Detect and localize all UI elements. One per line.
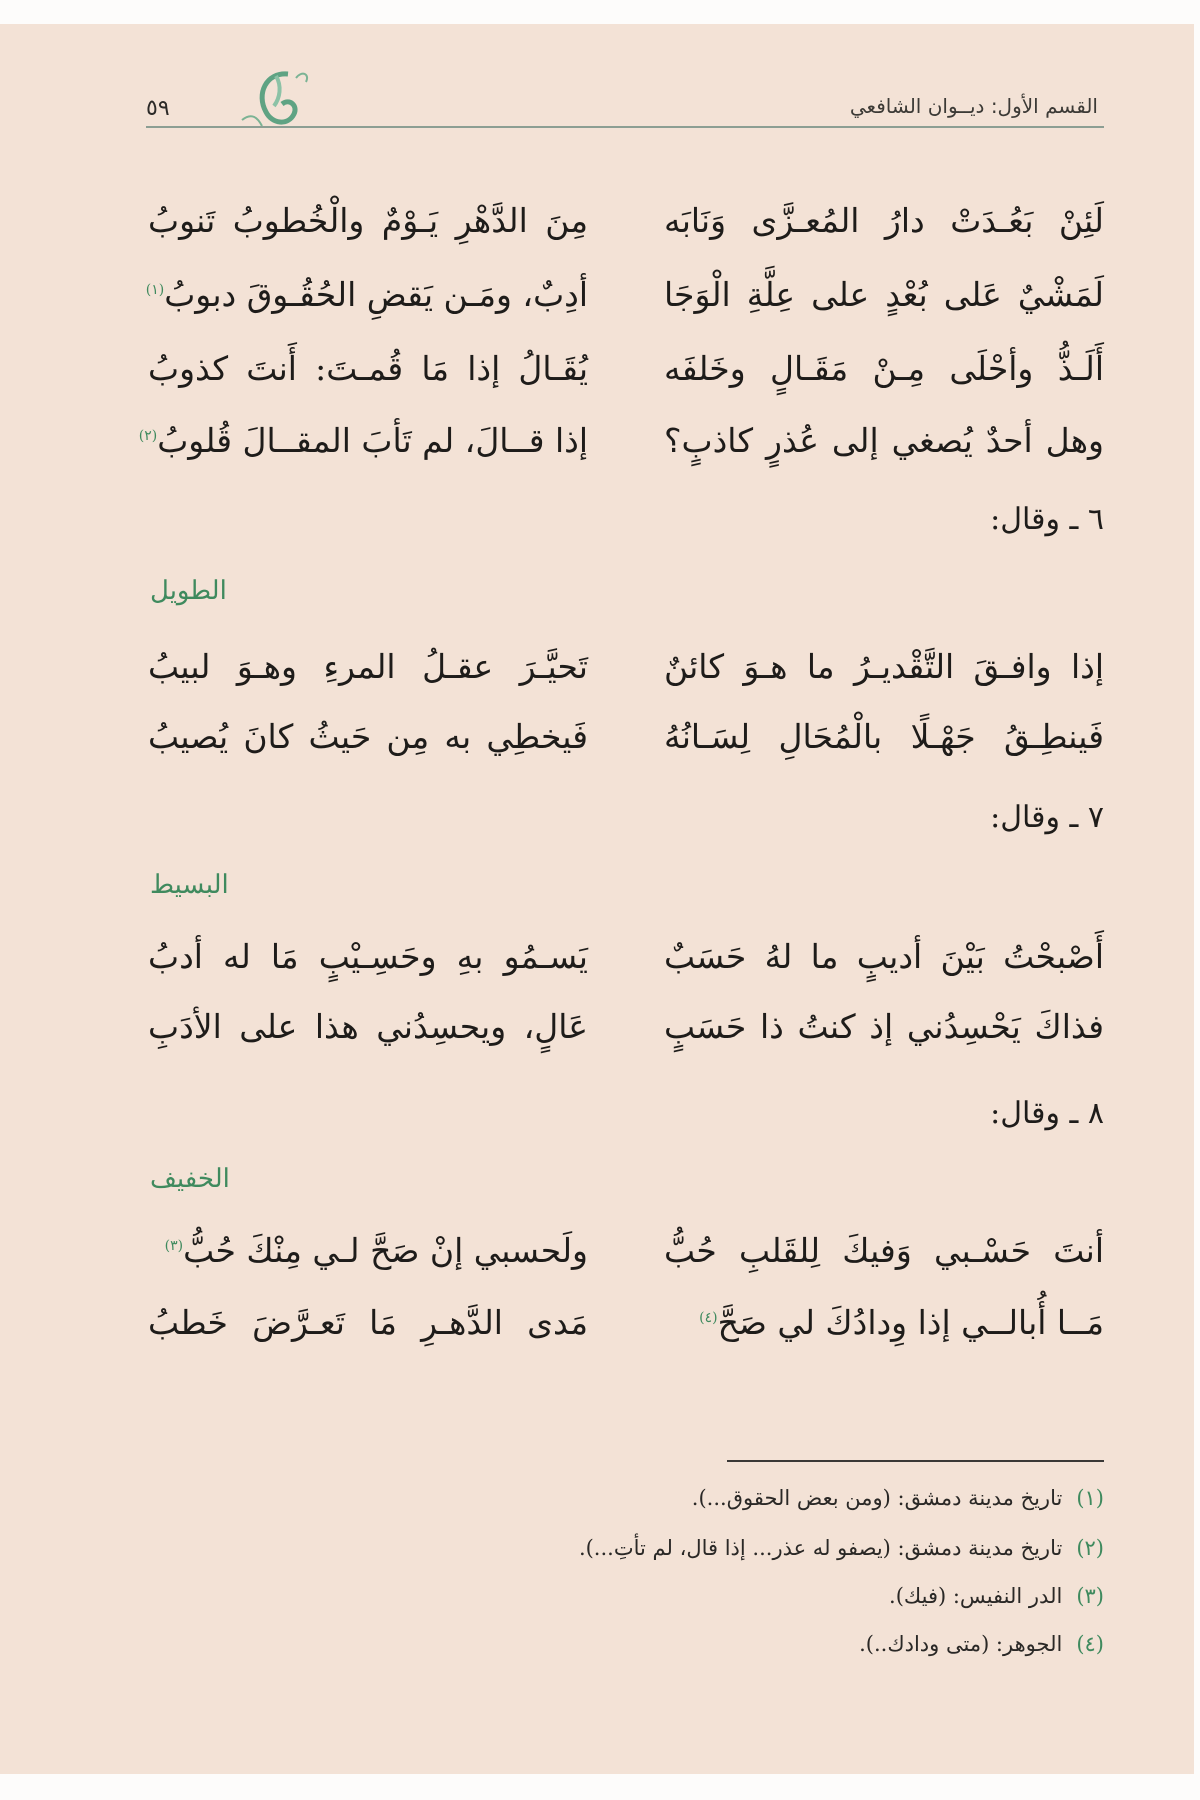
- verse-ajuz-with-note: [138, 421, 588, 460]
- verse-ajuz: عَالٍ، ويحسِدُني هذا على الأدَبِ: [148, 1007, 588, 1046]
- verse-sadr: أَلَـذُّ وأحْلَى مِـنْ مَقَـالٍ وخَلفَه: [664, 349, 1104, 388]
- footnote-ref[interactable]: (٤): [699, 1310, 718, 1326]
- footnote: [859, 1632, 1104, 1656]
- verse-sadr: مَــا أُبالــي إذا وِدادُكَ لي صَحَّ: [717, 1303, 1104, 1342]
- footnote-ref[interactable]: (٢): [138, 428, 158, 444]
- footnote-text: الجوهر: (متى ودادك..).: [859, 1632, 1063, 1656]
- verse-sadr: لَمَشْيٌ عَلى بُعْدٍ على عِلَّةِ الْوَجَا: [664, 275, 1104, 314]
- footnote-number: (١): [1076, 1486, 1104, 1510]
- page-number: ٥٩: [146, 96, 170, 121]
- verse-sadr: لَئِنْ بَعُـدَتْ دارُ المُعـزَّى وَنَابَه: [664, 201, 1104, 240]
- verse-ajuz: يُقَـالُ إذا مَا قُمـتَ: أَنتَ كذوبُ: [148, 349, 588, 388]
- verse-ajuz: يَسـمُو بهِ وحَسِـيْبٍ مَا له أدبُ: [148, 937, 588, 976]
- poem-heading: ٦ ـ وقال:: [990, 502, 1104, 537]
- footnote: [889, 1584, 1104, 1608]
- footnote: [579, 1536, 1104, 1560]
- verse-ajuz-with-note: [145, 275, 588, 314]
- header-rule: [146, 126, 1104, 128]
- verse-ajuz: مِنَ الدَّهْرِ يَـوْمٌ والْخُطوبُ تَنوبُ: [148, 201, 588, 240]
- verse-ajuz: أدِبٌ، ومَـن يَقضِ الحُقُـوقَ دبوبُ: [164, 275, 588, 314]
- footnote-ref[interactable]: (٣): [164, 1238, 184, 1254]
- footnote-text: تاريخ مدينة دمشق: (يصفو له عذر... إذا قال، لم تأتِ...).: [578, 1536, 1063, 1560]
- running-header-title: القسم الأول: ديــوان الشافعي: [849, 94, 1098, 118]
- verse-ajuz: ولَحسبي إنْ صَحَّ لـي مِنْكَ حُبُّ: [183, 1231, 588, 1270]
- book-page: [0, 24, 1194, 1774]
- footnote-ref[interactable]: (١): [145, 282, 165, 298]
- verse-sadr-with-note: [664, 1303, 1104, 1342]
- footnote-number: (٢): [1076, 1536, 1104, 1560]
- verse-ajuz: فَيخطِي به مِن حَيثُ كانَ يُصيبُ: [148, 717, 588, 756]
- poem-meter: الطويل: [150, 576, 227, 606]
- footnote-text: تاريخ مدينة دمشق: (ومن بعض الحقوق...).: [691, 1486, 1063, 1510]
- verse-sadr: أَصْبحْتُ بَيْنَ أديبٍ ما لهُ حَسَبٌ: [664, 937, 1104, 976]
- verse-sadr: فذاكَ يَحْسِدُني إذ كنتُ ذا حَسَبٍ: [664, 1007, 1104, 1046]
- footnote-number: (٤): [1076, 1632, 1104, 1656]
- poem-heading: ٧ ـ وقال:: [990, 800, 1104, 835]
- verse-sadr: فَينطِـقُ جَهْـلًا بالْمُحَالِ لِسَـانُهُ: [664, 717, 1104, 756]
- verse-sadr: وهل أحدٌ يُصغي إلى عُذرٍ كاذبٍ؟: [664, 421, 1104, 460]
- verse-ajuz: تَحيَّـرَ عقـلُ المرءِ وهـوَ لبيبُ: [148, 647, 588, 686]
- verse-sadr: أنتَ حَسْـبي وَفيكَ لِلقَلبِ حُبُّ: [664, 1231, 1104, 1270]
- poem-meter: الخفيف: [150, 1164, 230, 1194]
- poem-meter: البسيط: [150, 870, 229, 900]
- footnote-text: الدر النفيس: (فيك).: [889, 1584, 1063, 1608]
- verse-ajuz-with-note: [148, 1231, 588, 1270]
- verse-ajuz: إذا قــالَ، لم تَأبَ المقــالَ قُلوبُ: [157, 421, 588, 460]
- footnote: [692, 1486, 1104, 1510]
- floral-ornament-icon: [236, 64, 316, 144]
- footnote-number: (٣): [1076, 1584, 1104, 1608]
- footnote-rule: [727, 1460, 1104, 1462]
- poem-heading: ٨ ـ وقال:: [990, 1096, 1104, 1131]
- verse-sadr: إذا وافـقَ التَّقْديـرُ ما هـوَ كائنٌ: [664, 647, 1104, 686]
- verse-ajuz: مَدى الدَّهـرِ مَا تَعـرَّضَ خَطبُ: [148, 1303, 588, 1342]
